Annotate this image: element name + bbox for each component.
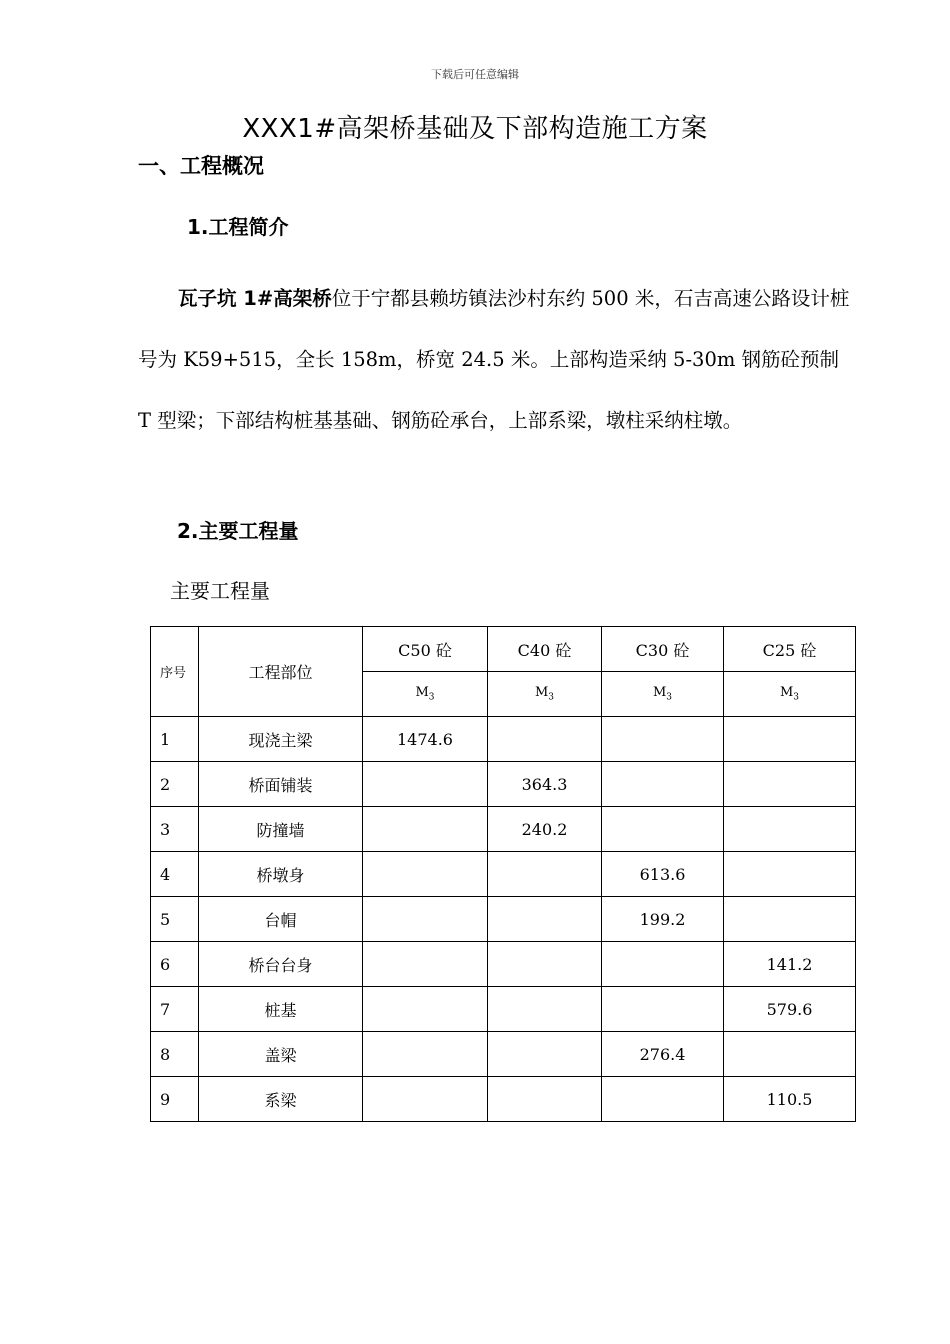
table-row xyxy=(151,852,856,897)
subsection-heading-intro: 1.工程简介 xyxy=(187,215,289,239)
row-part: 系梁 xyxy=(199,1077,363,1122)
row-part: 盖梁 xyxy=(199,1032,363,1077)
bridge-name: 瓦子坑 1#高架桥 xyxy=(178,287,332,310)
row-value-c50 xyxy=(363,942,488,987)
row-value-c30: 613.6 xyxy=(602,852,724,897)
row-value-c40 xyxy=(488,852,602,897)
row-value-c25 xyxy=(724,1032,856,1077)
table-row xyxy=(151,987,856,1032)
row-part: 桥台台身 xyxy=(199,942,363,987)
header-grade-c30: C30 砼 xyxy=(602,627,724,672)
row-value-c25: 141.2 xyxy=(724,942,856,987)
table-row xyxy=(151,1077,856,1122)
row-value-c50 xyxy=(363,897,488,942)
row-value-c30 xyxy=(602,807,724,852)
document-title: XXX1#高架桥基础及下部构造施工方案 xyxy=(242,114,708,144)
table-header-row xyxy=(151,627,856,672)
table-row xyxy=(151,717,856,762)
row-value-c25 xyxy=(724,807,856,852)
row-value-c50 xyxy=(363,1032,488,1077)
row-value-c30: 199.2 xyxy=(602,897,724,942)
header-index: 序号 xyxy=(151,627,199,717)
row-part: 台帽 xyxy=(199,897,363,942)
row-value-c30 xyxy=(602,762,724,807)
row-value-c25: 110.5 xyxy=(724,1077,856,1122)
quantities-table xyxy=(150,626,856,1122)
row-value-c25 xyxy=(724,717,856,762)
row-index: 6 xyxy=(151,942,199,987)
row-value-c50 xyxy=(363,807,488,852)
row-index: 9 xyxy=(151,1077,199,1122)
row-value-c25: 579.6 xyxy=(724,987,856,1032)
row-index: 5 xyxy=(151,897,199,942)
row-value-c30 xyxy=(602,717,724,762)
table-row xyxy=(151,897,856,942)
row-value-c50 xyxy=(363,762,488,807)
row-part: 防撞墙 xyxy=(199,807,363,852)
intro-text: 位于宁都县赖坊镇法沙村东约 500 米，石吉高速公路设计桩号为 K59+515，全长 158m，桥宽 24.5 米。上部构造采纳 5-30m 钢筋砼预制 T 型梁；下部结构桩基基础、钢筋砼承台，上部系梁，墩柱采纳柱墩。 xyxy=(138,287,850,432)
row-value-c30: 276.4 xyxy=(602,1032,724,1077)
row-value-c30 xyxy=(602,1077,724,1122)
header-grade-c25: C25 砼 xyxy=(724,627,856,672)
row-value-c40 xyxy=(488,987,602,1032)
row-index: 8 xyxy=(151,1032,199,1077)
table-row xyxy=(151,942,856,987)
row-part: 桩基 xyxy=(199,987,363,1032)
row-value-c50 xyxy=(363,987,488,1032)
row-part: 桥墩身 xyxy=(199,852,363,897)
row-value-c40 xyxy=(488,717,602,762)
row-value-c40 xyxy=(488,942,602,987)
section-heading-overview: 一、工程概况 xyxy=(138,154,264,178)
header-part: 工程部位 xyxy=(199,627,363,717)
row-value-c25 xyxy=(724,762,856,807)
unit-cell: $M_3$ xyxy=(363,672,488,717)
row-value-c25 xyxy=(724,852,856,897)
unit-cell: $M_3$ xyxy=(488,672,602,717)
row-value-c50 xyxy=(363,1077,488,1122)
page-header: 下载后可任意编辑 xyxy=(431,68,519,81)
row-value-c40: 364.3 xyxy=(488,762,602,807)
row-index: 3 xyxy=(151,807,199,852)
row-value-c40 xyxy=(488,897,602,942)
row-value-c40 xyxy=(488,1077,602,1122)
row-value-c50: 1474.6 xyxy=(363,717,488,762)
row-index: 4 xyxy=(151,852,199,897)
header-grade-c50: C50 砼 xyxy=(363,627,488,672)
row-value-c40: 240.2 xyxy=(488,807,602,852)
row-index: 7 xyxy=(151,987,199,1032)
table-row xyxy=(151,1032,856,1077)
row-index: 1 xyxy=(151,717,199,762)
header-grade-c40: C40 砼 xyxy=(488,627,602,672)
row-part: 现浇主梁 xyxy=(199,717,363,762)
row-value-c25 xyxy=(724,897,856,942)
unit-cell: $M_3$ xyxy=(724,672,856,717)
subsection-heading-quantities: 2.主要工程量 xyxy=(177,519,299,543)
row-index: 2 xyxy=(151,762,199,807)
unit-cell: $M_3$ xyxy=(602,672,724,717)
row-value-c50 xyxy=(363,852,488,897)
row-value-c30 xyxy=(602,942,724,987)
row-part: 桥面铺装 xyxy=(199,762,363,807)
table-caption: 主要工程量 xyxy=(170,579,270,603)
table-row xyxy=(151,762,856,807)
intro-paragraph xyxy=(138,268,850,451)
row-value-c30 xyxy=(602,987,724,1032)
table-row xyxy=(151,807,856,852)
row-value-c40 xyxy=(488,1032,602,1077)
